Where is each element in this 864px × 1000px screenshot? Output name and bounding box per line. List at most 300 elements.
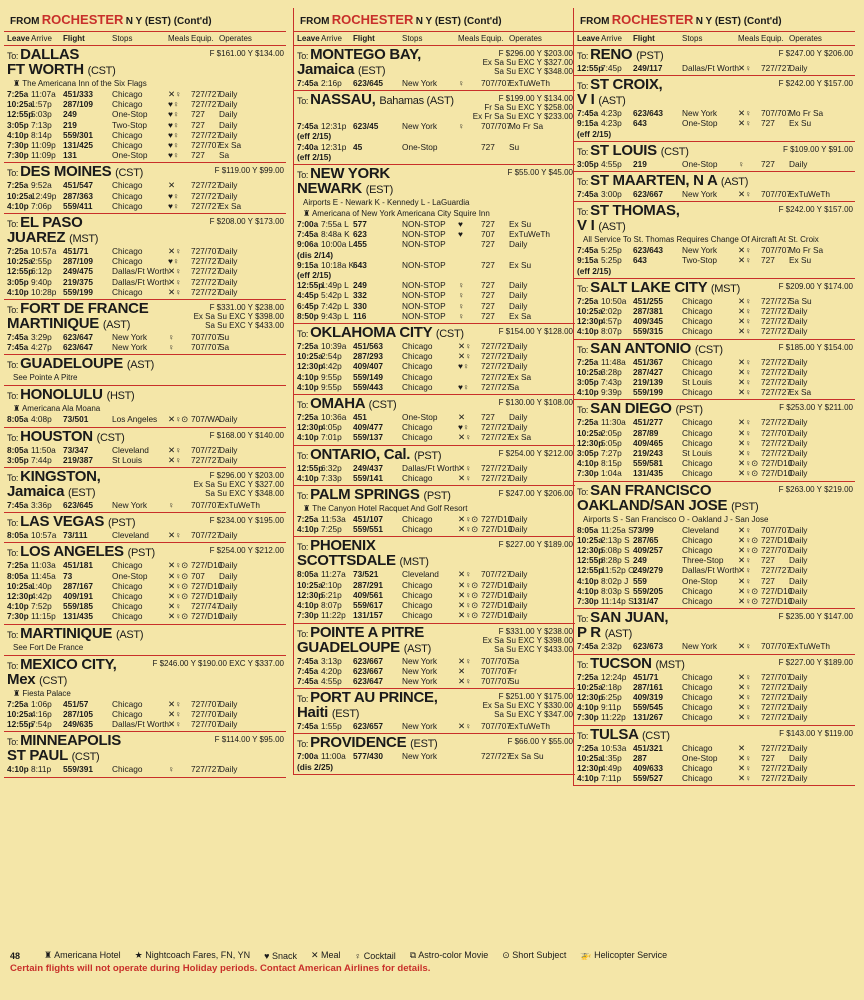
- from-label: FROM: [10, 16, 40, 27]
- destination-header: [297, 445, 573, 463]
- cell-arrive: 7:55a L: [321, 219, 349, 230]
- flight-row: [297, 432, 573, 442]
- timezone: (AST): [403, 642, 431, 655]
- cell-stops: Chicago: [682, 387, 713, 398]
- cell-operates: Daily: [789, 427, 808, 438]
- cell-stops: [402, 250, 458, 260]
- fare-box: [779, 657, 853, 667]
- cell-equip: 727/727: [191, 180, 221, 191]
- timezone: (AST): [126, 359, 155, 372]
- cell-arrive: 4:23p: [601, 118, 622, 129]
- cell-leave: 12:55p: [577, 555, 604, 566]
- timezone: (PST): [413, 449, 442, 462]
- cell-meals: ✕♀: [168, 530, 182, 541]
- cell-equip: 707/707: [481, 675, 511, 686]
- cell-operates: Daily: [219, 591, 238, 602]
- cell-flight: 559/411: [63, 200, 93, 211]
- flight-row: [297, 78, 573, 88]
- cell-operates: Daily: [789, 752, 808, 763]
- cell-leave: 4:10p: [297, 472, 319, 483]
- header-stops: Stops: [402, 34, 423, 43]
- to-label: To:: [577, 405, 589, 416]
- cell-leave: 4:10p: [577, 585, 599, 596]
- hotel-icon: ♜: [13, 79, 23, 88]
- hotel-line: [7, 688, 284, 699]
- cell-leave: 7:45a: [7, 500, 29, 511]
- cell-stops: New York: [112, 332, 148, 343]
- cell-operates: [509, 250, 573, 260]
- cell-equip: 727/727: [761, 63, 791, 73]
- cell-flight: 287/363: [63, 190, 93, 201]
- cell-operates: ExTuWeTh: [509, 721, 551, 732]
- flight-row: [297, 361, 573, 371]
- cell-equip: 727: [761, 118, 775, 129]
- cell-equip: 727/727: [761, 326, 791, 337]
- flight-row: [577, 586, 853, 596]
- hotel-icon: ♜: [303, 504, 313, 514]
- cell-arrive: 4:16p: [31, 708, 52, 719]
- cell-meals: ✕♀: [738, 295, 752, 306]
- cell-leave: 7:45a: [297, 229, 319, 240]
- cell-arrive: 11:30a: [601, 417, 626, 428]
- cell-flight: 623/673: [633, 641, 663, 652]
- cell-flight: 559/149: [353, 371, 383, 382]
- destination-name: [297, 48, 421, 78]
- helicopter-icon: 🚁: [580, 950, 592, 960]
- cell-meals: ✕♀⊙: [738, 596, 759, 607]
- cell-operates: Daily: [219, 698, 238, 709]
- fare-line: Sa Su EXC Y $347.00: [494, 710, 573, 720]
- cell-stops: [682, 266, 738, 276]
- cell-operates: [509, 270, 573, 280]
- flight-row: [577, 743, 853, 753]
- flight-row: [297, 239, 573, 249]
- fare-box: [210, 430, 284, 440]
- cell-equip: 727/727: [761, 377, 791, 388]
- cell-flight: 559/137: [353, 432, 383, 443]
- cell-equip: 727/727: [191, 89, 221, 99]
- cell-stops: Chicago: [682, 534, 713, 545]
- timezone: (PST): [731, 500, 759, 513]
- destination-block: [294, 91, 575, 165]
- cell-operates: Sa: [219, 342, 230, 353]
- cell-operates: Daily: [509, 280, 528, 291]
- flight-row: [7, 611, 284, 621]
- legend-nightcoach: ★ Nightcoach Fares, FN, YN: [134, 950, 251, 960]
- cell-meals: ♀: [458, 310, 465, 321]
- destination-header: [577, 402, 853, 417]
- flight-row: [577, 266, 853, 276]
- cell-equip: 707/707: [761, 245, 791, 256]
- cell-operates: Su: [509, 141, 520, 152]
- cell-arrive: [601, 266, 633, 276]
- fare-line: F $66.00 Y $55.00: [507, 737, 573, 747]
- fare-box: [215, 165, 284, 175]
- cell-stops: One-Stop: [402, 412, 438, 423]
- flight-row: [7, 180, 284, 190]
- cell-equip: 707/707: [481, 665, 511, 676]
- flight-row: [297, 260, 573, 270]
- flight-row: [297, 524, 573, 534]
- destination-city: TULSA: [590, 725, 639, 743]
- cell-arrive: 4:20p: [321, 665, 342, 676]
- cell-operates: Daily: [789, 63, 808, 73]
- timezone: (MST): [655, 658, 685, 671]
- flight-row: [7, 277, 284, 287]
- flight-row: [577, 118, 853, 128]
- cell-equip: [761, 129, 789, 139]
- fare-line: Sa Su EXC Y $433.00: [494, 644, 573, 654]
- timezone: (CST): [368, 399, 397, 412]
- cell-equip: 707/707: [481, 721, 511, 732]
- cell-arrive: 3:13p: [321, 655, 342, 666]
- flight-row: [7, 140, 284, 150]
- cell-arrive: 11:14p S: [601, 596, 634, 607]
- header-leave: Leave: [7, 34, 30, 43]
- cell-equip: 727/D10: [191, 591, 223, 602]
- cell-arrive: 4:49p: [601, 762, 622, 773]
- cell-flight: 287/109: [63, 99, 93, 110]
- cell-leave: (eff 2/15): [577, 128, 612, 139]
- cell-stops: Chicago: [682, 437, 713, 448]
- destination-block: [574, 46, 855, 76]
- timezone: (AST): [598, 221, 626, 234]
- cell-stops: Chicago: [682, 295, 713, 306]
- destination-city-line2: GUADELOUPE: [297, 638, 400, 656]
- from-label: FROM: [580, 16, 610, 27]
- cell-stops: New York: [402, 721, 438, 732]
- cell-stops: One-Stop: [112, 109, 148, 120]
- cell-flight: 287/105: [63, 708, 93, 719]
- cell-flight: 559/141: [353, 472, 383, 483]
- cell-arrive: 2:18p: [601, 681, 622, 692]
- destination-name: [297, 736, 437, 751]
- cell-meals: ✕♀: [738, 108, 752, 119]
- cell-meals: ♥♀: [168, 190, 180, 201]
- flight-row: [297, 142, 573, 152]
- flight-row: [297, 514, 573, 524]
- cell-meals: ♀: [168, 500, 175, 511]
- cell-flight: 559/545: [633, 702, 663, 713]
- cell-meals: ✕: [458, 412, 465, 423]
- cell-meals: [738, 266, 761, 276]
- flight-row: [7, 332, 284, 342]
- cell-flight: 219: [63, 119, 77, 130]
- cell-flight: 559/199: [63, 286, 93, 297]
- flight-row: [577, 108, 853, 118]
- header-equip: Equip.: [481, 34, 504, 43]
- legend-hotel: ♜ Americana Hotel: [44, 950, 121, 960]
- flight-row: [577, 763, 853, 773]
- schedule-column-3: [573, 8, 855, 786]
- cell-flight: 287/161: [633, 681, 663, 692]
- cell-stops: Chicago: [402, 600, 433, 611]
- cell-equip: 727/727: [481, 422, 511, 433]
- cell-flight: 409/561: [353, 589, 383, 600]
- timezone: (EST): [358, 65, 386, 77]
- cell-leave: (eff 2/15): [297, 151, 332, 162]
- cell-flight: 131/157: [353, 610, 383, 621]
- cell-equip: 727: [761, 575, 775, 586]
- header-stops: Stops: [112, 34, 133, 43]
- destination-block: [4, 386, 286, 427]
- cell-stops: Chicago: [682, 366, 713, 377]
- destination-block: [574, 340, 855, 401]
- cell-arrive: 11:15p: [31, 611, 56, 622]
- fare-line: Ex Sa Su EXC Y $327.00: [482, 58, 573, 67]
- cell-equip: 727/D10: [191, 560, 223, 571]
- cell-stops: Chicago: [112, 140, 143, 151]
- cell-leave: 4:10p: [577, 387, 599, 398]
- cell-flight: 451: [353, 412, 367, 423]
- cell-stops: Chicago: [402, 610, 433, 621]
- cell-meals: ✕♀⊙: [168, 560, 189, 571]
- destination-name: [7, 427, 125, 445]
- cell-flight: 577/430: [353, 751, 383, 762]
- cell-flight: 409/345: [633, 316, 663, 327]
- legend-meal: ✕ Meal: [310, 950, 341, 960]
- to-label: To:: [577, 81, 589, 92]
- cell-flight: 559/551: [353, 524, 383, 535]
- cell-operates: ExTuWeTh: [509, 78, 551, 88]
- cell-equip: 727/707: [761, 671, 791, 682]
- timezone: (PST): [107, 517, 136, 530]
- cell-stops: Chicago: [682, 306, 713, 317]
- cell-meals: ♥♀: [168, 150, 180, 161]
- destination-block: [4, 732, 286, 777]
- cell-arrive: 7:33p: [321, 472, 342, 483]
- cell-operates: Su: [219, 332, 230, 343]
- fare-box: [779, 78, 853, 88]
- cell-operates: Ex Su: [509, 219, 532, 230]
- cell-flight: 330: [353, 300, 367, 311]
- cell-leave: 12:55p: [577, 63, 604, 73]
- flight-row: [297, 751, 573, 761]
- cell-leave: 10:25a: [7, 708, 33, 719]
- cell-arrive: 2:02p: [601, 306, 622, 317]
- cell-operates: Daily: [789, 448, 808, 459]
- cell-leave: 7:25a: [577, 671, 599, 682]
- cell-meals: ✕♀: [168, 719, 182, 730]
- destination-block: [294, 395, 575, 446]
- cell-meals: ♀: [458, 121, 465, 132]
- cell-leave: 12:30p: [577, 691, 604, 702]
- destination-block: [294, 734, 575, 774]
- destination-block: [4, 300, 286, 355]
- cell-stops: Dallas/Ft Worth: [682, 565, 740, 576]
- cell-leave: 4:10p: [7, 764, 29, 775]
- destination-city-line2: Jamaica: [7, 483, 65, 501]
- flight-row: [577, 692, 853, 702]
- destination-header: [7, 388, 284, 403]
- cell-arrive: 4:55p: [601, 158, 622, 169]
- cell-equip: 727/727: [761, 702, 791, 713]
- cell-leave: 4:10p: [297, 600, 319, 611]
- cell-leave: 3:05p: [7, 119, 29, 130]
- cell-leave: 7:25a: [7, 180, 29, 191]
- cell-operates: Ex Sa: [219, 140, 242, 151]
- cell-meals: ✕♀⊙: [458, 579, 479, 590]
- flight-row: [297, 382, 573, 392]
- destination-city-line2: V I: [577, 217, 595, 235]
- from-label: FROM: [300, 16, 330, 27]
- cell-operates: Daily: [219, 190, 238, 201]
- flight-row: [297, 762, 573, 772]
- cell-arrive: 7:52p: [31, 601, 52, 612]
- cell-leave: 7:25a: [297, 341, 319, 352]
- cell-operates: Daily: [219, 601, 238, 612]
- cell-arrive: 10:18a K: [321, 259, 355, 270]
- cell-meals: ♥♀: [168, 256, 180, 267]
- destination-block: [574, 142, 855, 172]
- timezone: (CST): [115, 167, 143, 180]
- cell-leave: 10:25a: [297, 579, 323, 590]
- cell-stops: [402, 152, 458, 162]
- cell-operates: Daily: [219, 580, 238, 591]
- cell-arrive: 1:55p: [321, 721, 342, 732]
- cell-leave: 10:25a: [7, 99, 33, 110]
- destination-header: [7, 470, 284, 500]
- cell-flight: 131/435: [633, 468, 663, 479]
- cell-meals: ✕♀⊙: [458, 524, 479, 535]
- cell-equip: 727/707: [761, 545, 791, 556]
- cell-operates: Daily: [509, 341, 528, 352]
- destination-city: RENO: [590, 46, 633, 63]
- destination-block: [4, 163, 286, 214]
- flight-row: [577, 702, 853, 712]
- column-header: [574, 8, 855, 32]
- cell-equip: 727/727: [481, 381, 511, 392]
- flight-row: [297, 473, 573, 483]
- to-label: To:: [577, 486, 589, 497]
- cell-meals: ✕♀: [168, 266, 182, 277]
- cell-flight: 451/367: [633, 356, 663, 367]
- fare-box: [210, 48, 284, 58]
- cell-flight: 219/243: [633, 448, 663, 459]
- destination-header: [7, 427, 284, 445]
- cell-flight: 332: [353, 290, 367, 301]
- destination-name: [577, 611, 668, 641]
- cell-equip: 727: [761, 555, 775, 566]
- fare-line: F $55.00 Y $45.00: [507, 168, 573, 178]
- cell-operates: Daily: [219, 266, 238, 277]
- cell-meals: [458, 762, 481, 772]
- cell-flight: 45: [353, 141, 363, 152]
- destination-header: [7, 357, 284, 372]
- flight-row: [297, 341, 573, 351]
- cell-leave: (eff 2/15): [577, 265, 612, 276]
- cell-arrive: 9:43p L: [321, 310, 349, 321]
- cell-operates: Daily: [509, 462, 528, 473]
- cell-arrive: 2:55p: [31, 256, 52, 267]
- flight-row: [297, 270, 573, 280]
- cell-leave: 12:30p: [7, 591, 34, 602]
- cell-stops: Chicago: [682, 702, 713, 713]
- to-label: To:: [577, 659, 589, 670]
- cell-meals: ✕♀: [458, 675, 472, 686]
- cell-leave: 12:55p: [7, 266, 34, 277]
- cell-stops: Chicago: [682, 596, 713, 607]
- cell-stops: New York: [112, 342, 148, 353]
- cell-equip: [481, 131, 509, 141]
- cell-meals: ✕♀: [458, 472, 472, 483]
- cell-flight: 249: [633, 555, 647, 566]
- destination-city: EL PASO: [20, 214, 83, 232]
- destination-name: [297, 623, 431, 656]
- cell-meals: ♀: [458, 78, 465, 88]
- cell-meals: ✕♀: [738, 524, 752, 535]
- cell-equip: 707/707: [191, 332, 221, 343]
- cell-meals: ✕♀⊙: [738, 545, 759, 556]
- cell-flight: 287/381: [633, 306, 663, 317]
- cell-meals: ✕♀: [168, 708, 182, 719]
- cell-leave: 8:05a: [577, 524, 599, 535]
- cell-leave: 10:25a: [577, 306, 603, 317]
- cell-operates: Su: [509, 675, 520, 686]
- cell-equip: 727/D10: [481, 579, 513, 590]
- cell-equip: 727/727: [761, 712, 791, 723]
- flight-row: [577, 672, 853, 682]
- destination-name: [577, 339, 723, 357]
- flight-row: [297, 656, 573, 666]
- cell-leave: 10:25a: [297, 351, 323, 362]
- cell-equip: 727/727: [761, 762, 791, 773]
- cell-leave: 10:25a: [577, 752, 603, 763]
- cell-meals: ♥♀: [458, 422, 470, 433]
- fare-line: F $242.00 Y $157.00: [778, 205, 853, 215]
- cell-arrive: 1:06p: [31, 698, 52, 709]
- cell-flight: 559: [633, 575, 647, 586]
- cell-meals: ✕: [458, 665, 465, 676]
- cell-equip: 727/707: [191, 246, 221, 257]
- cell-stops: Chicago: [682, 691, 713, 702]
- header-meals: Meals: [458, 34, 480, 43]
- cell-arrive: 7:01p: [321, 432, 342, 443]
- cell-equip: 707/707: [761, 189, 791, 200]
- cell-operates: Daily: [219, 129, 238, 140]
- flight-row: [577, 596, 853, 606]
- flight-row: [577, 555, 853, 565]
- cell-stops: Chicago: [402, 381, 433, 392]
- cell-meals: ✕♀: [738, 118, 752, 129]
- to-label: To:: [7, 51, 19, 61]
- cell-stops: One-Stop: [682, 752, 718, 763]
- fare-line: F $109.00 Y $91.00: [783, 144, 853, 154]
- fare-line: F $208.00 Y $173.00: [209, 217, 284, 227]
- cell-flight: 131/435: [63, 611, 93, 622]
- destination-name: [577, 78, 662, 108]
- destination-header: [577, 141, 853, 159]
- cell-equip: 727/727: [191, 99, 221, 110]
- destination-header: [7, 734, 284, 764]
- fare-line: F $119.00 Y $99.00: [214, 166, 284, 176]
- destination-city-line2: NEWARK: [297, 180, 362, 198]
- timezone: (EST): [410, 738, 438, 751]
- cell-flight: 73: [63, 570, 73, 581]
- cell-equip: 727/D10: [481, 524, 513, 535]
- cell-equip: 727/D10: [761, 596, 793, 607]
- cell-equip: 727/707: [191, 698, 221, 709]
- destination-name: [7, 545, 155, 560]
- destination-header: [297, 93, 573, 121]
- cell-equip: 727: [481, 300, 495, 311]
- cell-stops: NON-STOP: [402, 229, 446, 240]
- cell-equip: 707: [481, 229, 495, 240]
- cell-arrive: [321, 250, 353, 260]
- cell-equip: 707/727: [191, 444, 221, 455]
- cell-equip: 727: [481, 239, 495, 250]
- cell-stops: New York: [682, 641, 718, 652]
